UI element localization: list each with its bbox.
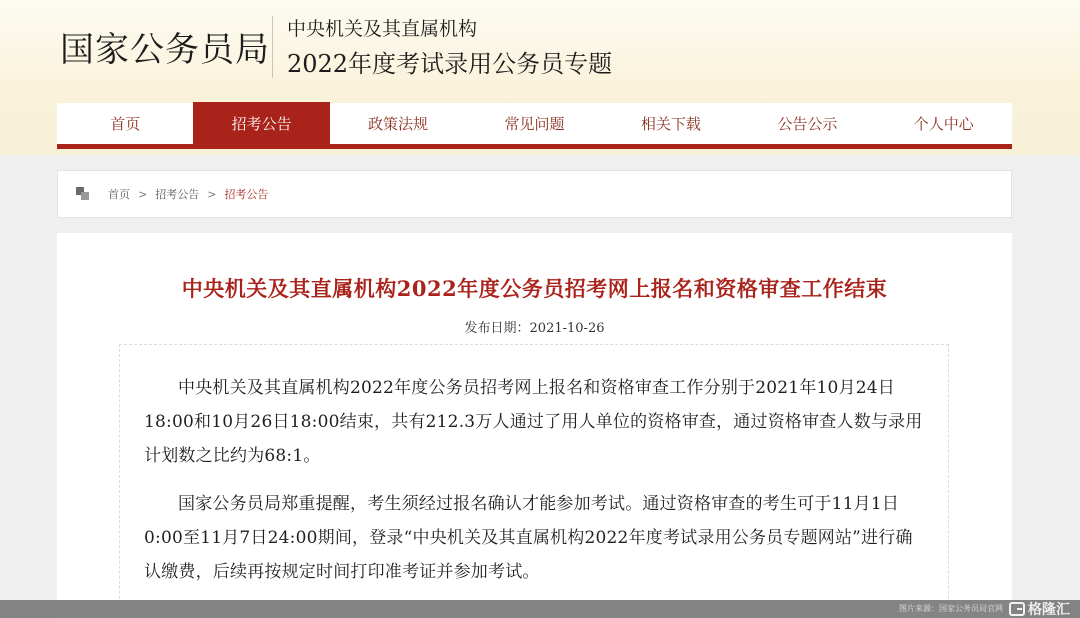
location-icon: [76, 187, 90, 201]
breadcrumb-separator: >: [138, 187, 148, 201]
nav-item-policies[interactable]: 政策法规: [368, 115, 429, 133]
article-title: 中央机关及其直属机构2022年度公务员招考网上报名和资格审查工作结束: [181, 276, 888, 301]
header-divider: [272, 16, 273, 78]
breadcrumb-current[interactable]: 招考公告: [224, 188, 269, 201]
breadcrumb-separator: >: [207, 187, 217, 201]
watermark-logo-text: 格隆汇: [1028, 601, 1070, 618]
publish-date-value: 2021-10-26: [529, 321, 605, 336]
article-paragraph: 中央机关及其直属机构2022年度公务员招考网上报名和资格审查工作分别于2021年10月24日18:00和10月26日18:00结束，共有212.3万人通过了用人单位的资格审查，通过资格审查人数与录用计划数之比约为68:1。: [144, 378, 923, 466]
nav-item-home[interactable]: 首页: [110, 115, 141, 133]
article-body: [119, 344, 949, 618]
breadcrumb: [57, 170, 1012, 218]
nav-item-personal-center[interactable]: 个人中心: [913, 115, 974, 133]
header-subtitle-line1: 中央机关及其直属机构: [287, 18, 478, 40]
nav-item-faq[interactable]: 常见问题: [504, 115, 565, 133]
breadcrumb-parent-link[interactable]: 招考公告: [155, 188, 200, 201]
publish-date: [57, 317, 1012, 336]
watermark-source: 图片来源：国家公务员局官网: [899, 604, 1003, 613]
article-paragraph: 国家公务员局郑重提醒，考生须经过报名确认才能参加考试。通过资格审查的考生可于11月1日0:00至11月7日24:00期间，登录“中央机关及其直属机构2022年度考试录用公务员专题网站”进行确认缴费，后续再按规定时间打印准考证并参加考试。: [144, 494, 913, 582]
nav-item-public-notices[interactable]: 公告公示: [777, 115, 838, 133]
header-subtitle-line2: 2022年度考试录用公务员专题: [287, 50, 613, 78]
publish-date-label: 发布日期：: [464, 321, 530, 336]
breadcrumb-home-link[interactable]: 首页: [108, 188, 130, 201]
watermark-logo: [1009, 599, 1070, 618]
watermark: [899, 599, 1070, 618]
gelonghui-logo-icon: [1009, 602, 1025, 616]
nav-item-recruitment-notices[interactable]: 招考公告: [193, 102, 329, 144]
main-nav: [57, 103, 1012, 149]
nav-item-downloads[interactable]: 相关下载: [640, 115, 701, 133]
article-container: [57, 233, 1012, 618]
site-name[interactable]: 国家公务员局: [60, 30, 270, 70]
